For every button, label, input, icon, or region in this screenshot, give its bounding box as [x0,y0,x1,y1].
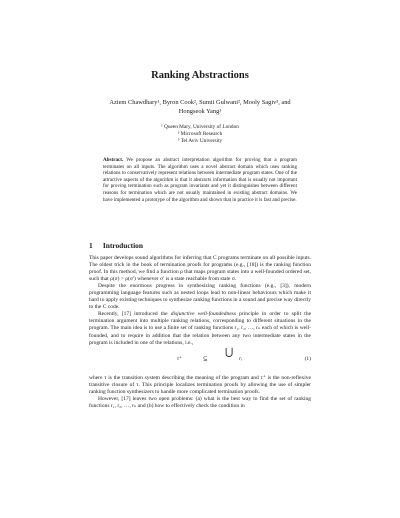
authors-line-1: Aziem Chawdhary¹, Byron Cook², Sumit Gulwani², Mooly Sagiv³, and [109,99,291,106]
paragraph-3-emphasis: disjunctive well-foundedness [170,311,236,318]
abstract-text: We propose an abstract interpretation algorithm for proving that a program terminates on all inputs. The algorithm uses a novel abstract domain which uses ranking relations to conservatively represent relations between intermediate program states. One of the attractive aspects of the algorithm is that it abstracts information that is usually not important for proving termination such as program invariants and yet it distinguishes between different reasons for termination which are not usually maintained in existing abstract domains. We have implemented a prototype of the algorithm and shown that in practice it is fast and precise. [103,157,297,203]
equation-number: (1) [304,355,311,362]
paragraph-3-end: principle in order to split the termination argument into multiple ranking relations, corresponding to different situations in the program. The main idea is to use a finite set of ranking functions r₁, r₂, …, rₙ each of which is well-founded, and to require in addition that the relation between any two intermediate states in the program is included in one of the relations, i.e., [89,311,312,346]
equation-lhs: τ⁺ [177,355,182,362]
body-text [89,255,311,410]
paragraph-4: where τ is the transition system describing the meaning of the program and τ⁺ is the non-reflexive transitive closure of τ. This principle localizes termination proofs by allowing the use of simpler ranking function synthesizers to handle more complicated termination proofs. [89,374,311,395]
abstract-label: Abstract. [103,157,124,163]
paragraph-3-start: Recently, [17] introduced the [98,311,171,318]
paragraph-1: This paper develops sound algorithms for inferring that C programs terminate on all possible inputs. The oldest trick in the book of termination proofs for programs (e.g., [18]) is the ranking function proof. In this method, we find a function ρ that maps program states into a well-founded ordered set, such that ρ(σ) > ρ(σ′) whenever σ′ is a state reachable from state σ. [89,255,311,283]
paragraph-2: Despite the enormous progress in synthesizing ranking functions (e.g., [3]), modern programming language features such as nested loops lead to non-linear behaviours which make it hard to apply existing techniques to synthesize ranking functions in a sound and precise way directly to the C code. [89,283,311,311]
equation-1 [89,346,311,373]
equation-subset: ⊆ [203,355,208,362]
affiliation-2: ² Microsoft Research [177,131,223,138]
equation-union: ⋃ [225,346,234,358]
author-list [60,98,340,116]
section-heading [89,241,143,250]
equation-rhs: rᵢ [239,355,243,362]
paragraph-3 [89,311,311,346]
authors-line-2: Hongseok Yang¹ [178,108,222,115]
paper-title: Ranking Abstractions [151,70,249,81]
affiliation-3: ³ Tel Aviv University [177,138,223,145]
affiliation-1: ¹ Queen Mary, University of London [161,124,239,130]
paragraph-5: However, [17] leaves two open problems: (a) what is the best way to find the set of ranking functions r₁, r₂, …, rₙ and (b) how to effectively check the condition in [89,395,311,409]
abstract [103,157,297,203]
section-title: Introduction [102,241,143,250]
affiliations [0,124,400,146]
section-number: 1 [89,241,93,250]
